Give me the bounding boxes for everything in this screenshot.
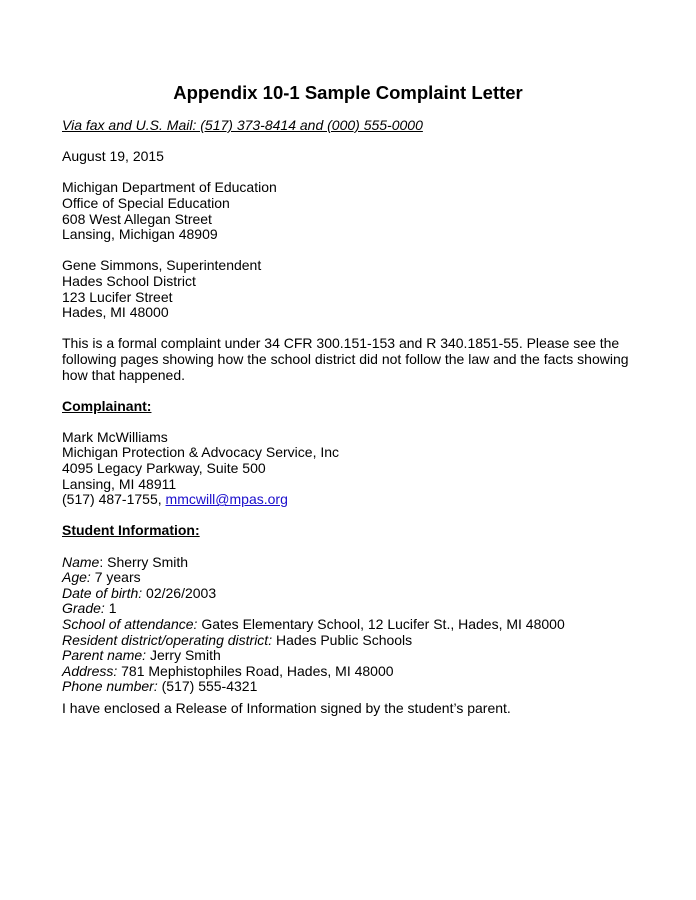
student-dob-label: Date of birth:: [62, 584, 143, 601]
recipient-1-line-4: Lansing, Michigan 48909: [62, 226, 218, 243]
complainant-phone: (517) 487-1755,: [62, 491, 166, 508]
recipient-1-line-2: Office of Special Education: [62, 194, 230, 211]
student-address-value: 781 Mephistophiles Road, Hades, MI 48000: [117, 662, 394, 679]
student-grade-value: 1: [104, 600, 117, 617]
closing-line: I have enclosed a Release of Information signed by the student’s parent.: [62, 699, 511, 716]
recipient-2-line-4: Hades, MI 48000: [62, 304, 169, 321]
student-age-label: Age:: [62, 569, 91, 586]
complainant-address-1: 4095 Legacy Parkway, Suite 500: [62, 460, 266, 477]
student-parent-value: Jerry Smith: [146, 647, 221, 664]
student-grade-row: [62, 601, 642, 617]
complainant-name: Mark McWilliams: [62, 428, 168, 445]
student-dob-row: [62, 586, 642, 602]
intro-paragraph: This is a formal complaint under 34 CFR 300.151-153 and R 340.1851-55. Please see the following pages showing how the school district did not follow the law and the facts showing how that happened.: [62, 335, 629, 383]
student-district-row: [62, 633, 642, 649]
student-age-value: 7 years: [90, 569, 141, 586]
student-school-value: Gates Elementary School, 12 Lucifer St., Hades, MI 48000: [197, 616, 565, 632]
complainant-contact: [62, 492, 642, 508]
letter-body: [62, 118, 642, 717]
complainant-heading: Complainant:: [62, 397, 152, 414]
student-name-label: Name: [62, 553, 100, 570]
recipient-2-line-3: 123 Lucifer Street: [62, 288, 173, 305]
delivery-line: Via fax and U.S. Mail: (517) 373-8414 and (000) 555-0000: [62, 117, 423, 133]
complainant-organization: Michigan Protection & Advocacy Service, Inc: [62, 444, 340, 461]
student-parent-row: [62, 648, 642, 664]
student-phone-value: (517) 555-4321: [157, 678, 258, 695]
student-info-block: [62, 555, 642, 695]
student-address-row: [62, 664, 642, 680]
student-parent-label: Parent name:: [62, 647, 147, 664]
complainant-email-link[interactable]: mmcwill@mpas.org: [165, 491, 288, 508]
recipient-2-line-1: Gene Simmons, Superintendent: [62, 257, 262, 274]
document-title: Appendix 10-1 Sample Complaint Letter: [173, 82, 523, 103]
student-name-row: [62, 555, 642, 571]
student-school-label: School of attendance:: [62, 616, 198, 632]
student-grade-label: Grade:: [62, 600, 105, 617]
student-district-value: Hades Public Schools: [272, 631, 413, 648]
recipient-1-line-1: Michigan Department of Education: [62, 179, 277, 196]
complainant-address-2: Lansing, MI 48911: [62, 475, 177, 492]
student-dob-value: 02/26/2003: [142, 584, 217, 601]
student-phone-row: [62, 679, 642, 695]
recipient-1-line-3: 608 West Allegan Street: [62, 210, 212, 227]
student-age-row: [62, 570, 642, 586]
letter-date: August 19, 2015: [62, 148, 164, 165]
complainant-block: [62, 430, 642, 508]
student-school-row: [62, 617, 642, 633]
student-district-label: Resident district/operating district:: [62, 631, 273, 648]
recipient-2-line-2: Hades School District: [62, 272, 196, 289]
student-address-label: Address:: [62, 662, 118, 679]
student-phone-label: Phone number:: [62, 678, 158, 695]
student-info-heading: Student Information:: [62, 522, 200, 539]
student-name-value: : Sherry Smith: [99, 553, 189, 570]
recipient-address-2: [62, 258, 642, 320]
recipient-address-1: [62, 180, 642, 242]
